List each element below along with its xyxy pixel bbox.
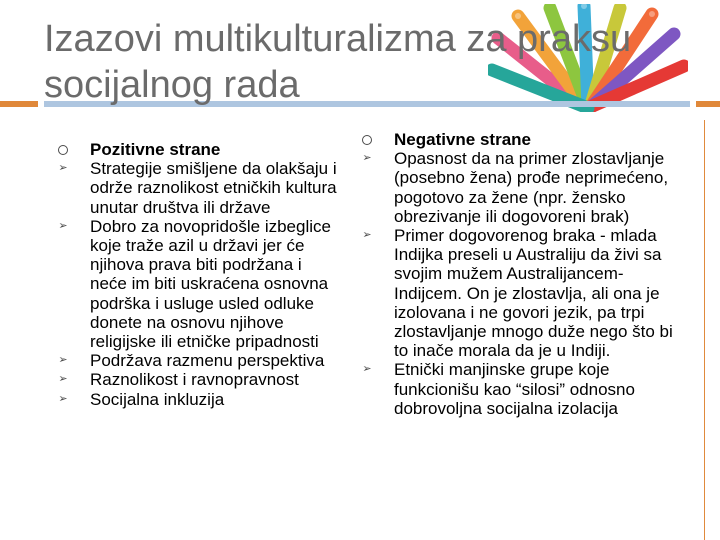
title-line-1: Izazovi multikulturalizma za praksu bbox=[44, 18, 632, 60]
title-line-2: socijalnog rada bbox=[44, 64, 300, 106]
list-item-text: Primer dogovorenog braka - mlada Indijka preseli u Australiju da živi sa svojim mužem Australijancem-Indijcem. On je zlostavlja, ali ona je izolovana i ne govori jezik, pa trpi zlostavljanje mnogo duže nego što bi to inače morala da je u Indiji. bbox=[394, 226, 673, 361]
left-column bbox=[56, 130, 338, 409]
right-edge-line bbox=[704, 120, 705, 540]
left-heading: Pozitivne strane bbox=[90, 140, 221, 159]
circle-bullet-icon bbox=[56, 140, 70, 159]
arrow-bullet-icon: ➢ bbox=[362, 363, 372, 376]
list-item-text: Strategije smišljene da olakšaju i održe raznolikost etničkih kultura unutar društva ili države bbox=[90, 159, 337, 217]
list-item bbox=[360, 360, 680, 418]
list-item bbox=[360, 149, 680, 226]
arrow-bullet-icon: ➢ bbox=[58, 373, 68, 386]
accent-bar-right bbox=[696, 101, 720, 107]
list-item-text: Dobro za novopridošle izbeglice koje traže azil u državi jer će njihova prava biti podržana i neće im biti uskraćena osnovna podrška i usluge usled odluke donete na osnovu njihove religijske ili etničke pripadnosti bbox=[90, 216, 331, 352]
list-item bbox=[56, 217, 338, 351]
arrow-bullet-icon: ➢ bbox=[58, 219, 68, 232]
list-item bbox=[56, 351, 338, 370]
list-item-heading bbox=[56, 140, 338, 159]
slide-title bbox=[44, 16, 684, 108]
list-item-text: Raznolikost i ravnopravnost bbox=[90, 370, 299, 390]
list-item-text: Etnički manjinske grupe koje funkcionišu kao “silosi” odnosno dobrovoljna socijalna izolacija bbox=[394, 360, 635, 418]
list-item-text: Opasnost da na primer zlostavljanje (posebno žena) prođe neprimećeno, pogotovo za žene (npr. žensko obrezivanje ili dogovoreni brak) bbox=[394, 149, 669, 226]
arrow-bullet-icon: ➢ bbox=[58, 392, 68, 405]
list-item bbox=[56, 370, 338, 389]
arrow-bullet-icon: ➢ bbox=[58, 354, 68, 367]
list-item-text: Podržava razmenu perspektiva bbox=[90, 351, 325, 371]
arrow-bullet-icon: ➢ bbox=[58, 162, 68, 175]
right-heading: Negativne strane bbox=[394, 130, 531, 149]
circle-bullet-icon bbox=[360, 130, 374, 149]
right-column bbox=[360, 130, 680, 418]
arrow-bullet-icon: ➢ bbox=[362, 229, 372, 242]
list-item bbox=[56, 390, 338, 409]
list-item bbox=[360, 226, 680, 360]
arrow-bullet-icon: ➢ bbox=[362, 152, 372, 165]
accent-bar-left bbox=[0, 101, 38, 107]
list-item-heading bbox=[360, 130, 680, 149]
list-item-text: Socijalna inkluzija bbox=[90, 389, 225, 409]
list-item bbox=[56, 159, 338, 217]
